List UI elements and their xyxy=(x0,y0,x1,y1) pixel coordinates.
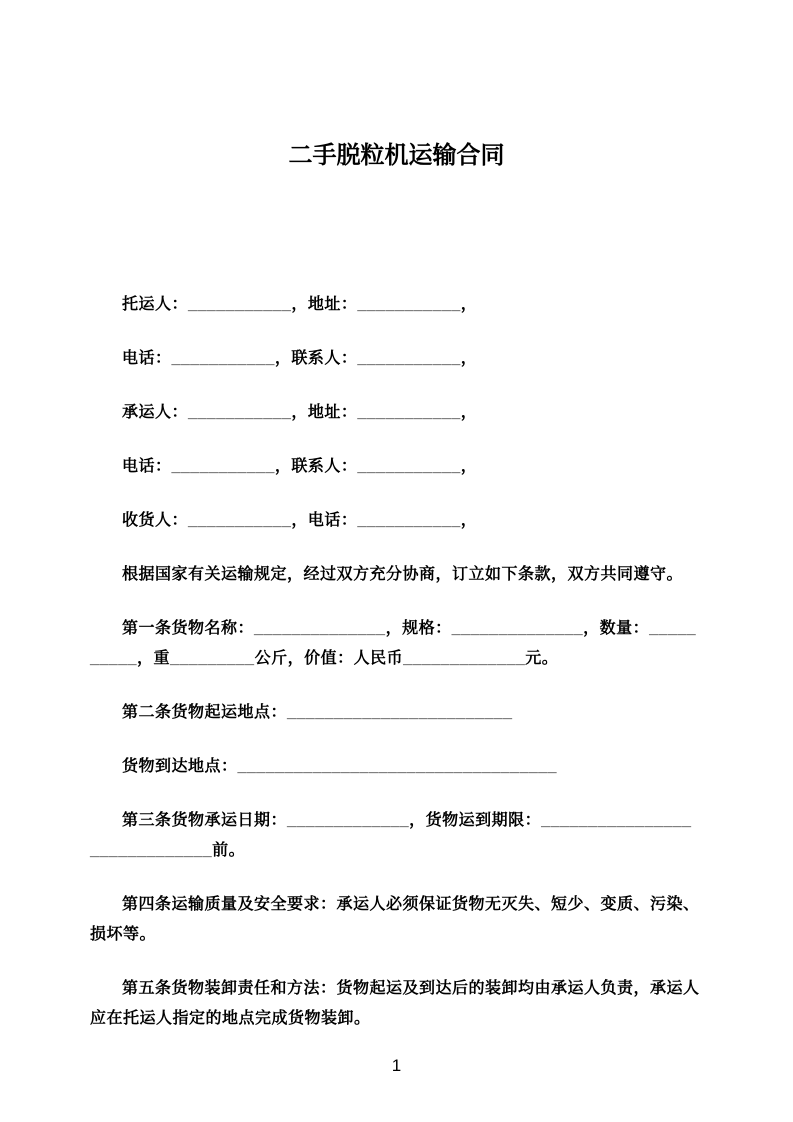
paragraph-shipper-contact: 电话：___________，联系人：___________， xyxy=(122,350,478,367)
page-number: 1 xyxy=(391,1056,402,1075)
paragraph-article-2-origin: 第二条货物起运地点：________________________ xyxy=(122,704,513,721)
paragraph-article-3: 第三条货物承运日期：_____________，货物运到期限：_____________________________前。 xyxy=(90,812,692,859)
paragraph-preamble: 根据国家有关运输规定，经过双方充分协商，订立如下条款，双方共同遵守。 xyxy=(122,566,684,583)
paragraph-receiver-info: 收货人：___________，电话：___________， xyxy=(122,512,478,529)
document-body xyxy=(0,290,793,1034)
paragraph-article-4: 第四条运输质量及安全要求：承运人必须保证货物无灭失、短少、变质、污染、损坏等。 xyxy=(90,896,700,943)
paragraph-carrier-info: 承运人：___________，地址：___________， xyxy=(122,404,478,421)
document-title: 二手脱粒机运输合同 xyxy=(288,142,505,169)
paragraph-article-5: 第五条货物装卸责任和方法：货物起运及到达后的装卸均由承运人负责，承运人应在托运人指定的地点完成货物装卸。 xyxy=(90,980,700,1027)
paragraph-shipper-info: 托运人：___________，地址：___________， xyxy=(122,296,478,313)
paragraph-carrier-contact: 电话：___________，联系人：___________， xyxy=(122,458,478,475)
paragraph-article-2-destination: 货物到达地点：__________________________________ xyxy=(122,758,558,775)
paragraph-article-1: 第一条货物名称：______________，规格：______________，数量：__________，重_________公斤，价值：人民币_____________元。 xyxy=(90,620,697,667)
